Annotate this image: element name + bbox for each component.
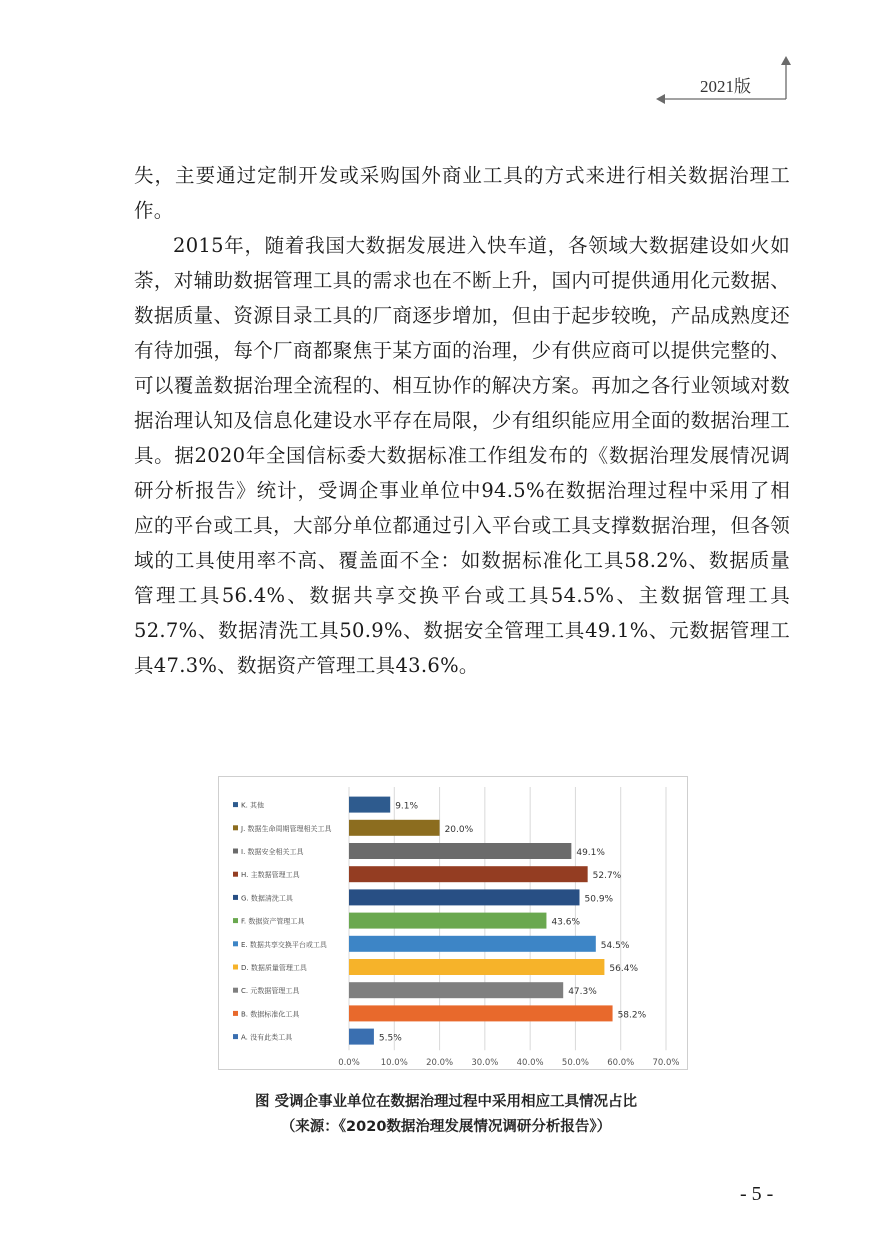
bar-value-label: 9.1% [395, 801, 419, 812]
bar-value-label: 54.5% [600, 940, 630, 951]
paragraph-1: 失，主要通过定制开发或采购国外商业工具的方式来进行相关数据治理工作。 [134, 164, 790, 222]
x-tick-label: 0.0% [338, 1058, 360, 1069]
header-corner-mark [0, 0, 892, 120]
bar [349, 820, 440, 836]
category-marker [233, 918, 238, 923]
bar [349, 889, 580, 905]
x-tick-label: 70.0% [652, 1058, 680, 1069]
x-tick-label: 20.0% [426, 1058, 454, 1069]
bar-value-label: 20.0% [444, 824, 474, 835]
bar [349, 1029, 374, 1045]
category-marker [233, 941, 238, 946]
category-marker [233, 895, 238, 900]
bar-value-label: 56.4% [609, 964, 639, 974]
x-tick-label: 60.0% [607, 1058, 635, 1069]
bar [349, 1005, 613, 1021]
category-label: F. 数据资产管理工具 [241, 917, 305, 926]
body-text [134, 158, 790, 683]
bar [349, 936, 596, 952]
category-marker [233, 802, 238, 807]
bar-value-label: 50.9% [584, 894, 614, 905]
bar [349, 913, 546, 929]
category-label: B. 数据标准化工具 [241, 1010, 300, 1019]
category-label: A. 没有此类工具 [241, 1033, 293, 1042]
category-label: E. 数据共享交换平台或工具 [241, 940, 327, 949]
figure-caption: 图 受调企事业单位在数据治理过程中采用相应工具情况占比 [254, 1094, 638, 1110]
bar-value-label: 5.5% [378, 1033, 402, 1044]
page-number: - 5 - [740, 1183, 774, 1205]
x-tick-label: 30.0% [471, 1058, 499, 1069]
x-tick-label: 10.0% [380, 1058, 408, 1069]
category-marker [233, 872, 238, 877]
category-label: H. 主数据管理工具 [241, 871, 300, 880]
category-label: K. 其他 [241, 801, 265, 810]
category-label: J. 数据生命周期管理相关工具 [241, 824, 332, 833]
bar-value-label: 58.2% [617, 1010, 647, 1021]
bar [349, 797, 390, 813]
category-marker [233, 988, 238, 993]
paragraph-2: 2015年，随着我国大数据发展进入快车道，各领域大数据建设如火如荼，对辅助数据管理工具的需求也在不断上升，国内可提供通用化元数据、数据质量、资源目录工具的厂商逐步增加，但由于起步较晚，产品成熟度还有待加强，每个厂商都聚焦于某方面的治理，少有供应商可以提供完整的、可以覆盖数据治理全流程的、相互协作的解决方案。再加之各行业领域对数据治理认知及信息化建设水平存在局限，少有组织能应用全面的数据治理工具。据2020年全国信标委大数据标准工作组发布的《数据治理发展情况调研分析报告》统计，受调企事业单位中94.5%在数据治理过程中采用了相应的平台或工具，大部分单位都通过引入平台或工具支撑数据治理，但各领域的工具使用率不高、覆盖面不全：如数据标准化工具58.2%、数据质量管理工具56.4%、数据共享交换平台或工具54.5%、主数据管理工具52.7%、数据清洗工具50.9%、数据安全管理工具49.1%、元数据管理工具47.3%、数据资产管理工具43.6%。 [134, 234, 790, 677]
tool-usage-chart [218, 776, 688, 1070]
bar [349, 982, 563, 998]
x-tick-label: 40.0% [516, 1058, 544, 1069]
bar-value-label: 43.6% [551, 917, 581, 928]
bar-value-label: 47.3% [568, 987, 597, 998]
bar-value-label: 52.7% [592, 871, 622, 882]
category-label: I. 数据安全相关工具 [241, 848, 304, 856]
bar [349, 866, 588, 882]
category-marker [233, 849, 238, 854]
bar [349, 843, 571, 859]
bar [349, 959, 604, 975]
category-marker [233, 1034, 238, 1039]
bar-value-label: 49.1% [576, 848, 605, 858]
category-marker [233, 965, 238, 970]
category-label: C. 元数据管理工具 [241, 987, 300, 996]
category-marker [233, 1011, 238, 1016]
edition-label: 2021版 [700, 77, 751, 96]
category-label: D. 数据质量管理工具 [241, 964, 307, 972]
figure-source: （来源：《2020数据治理发展情况调研分析报告》） [280, 1119, 612, 1135]
x-tick-label: 50.0% [561, 1058, 589, 1069]
category-marker [233, 825, 238, 830]
tool-usage-bar-chart [219, 777, 687, 1069]
category-label: G. 数据清洗工具 [241, 894, 293, 903]
